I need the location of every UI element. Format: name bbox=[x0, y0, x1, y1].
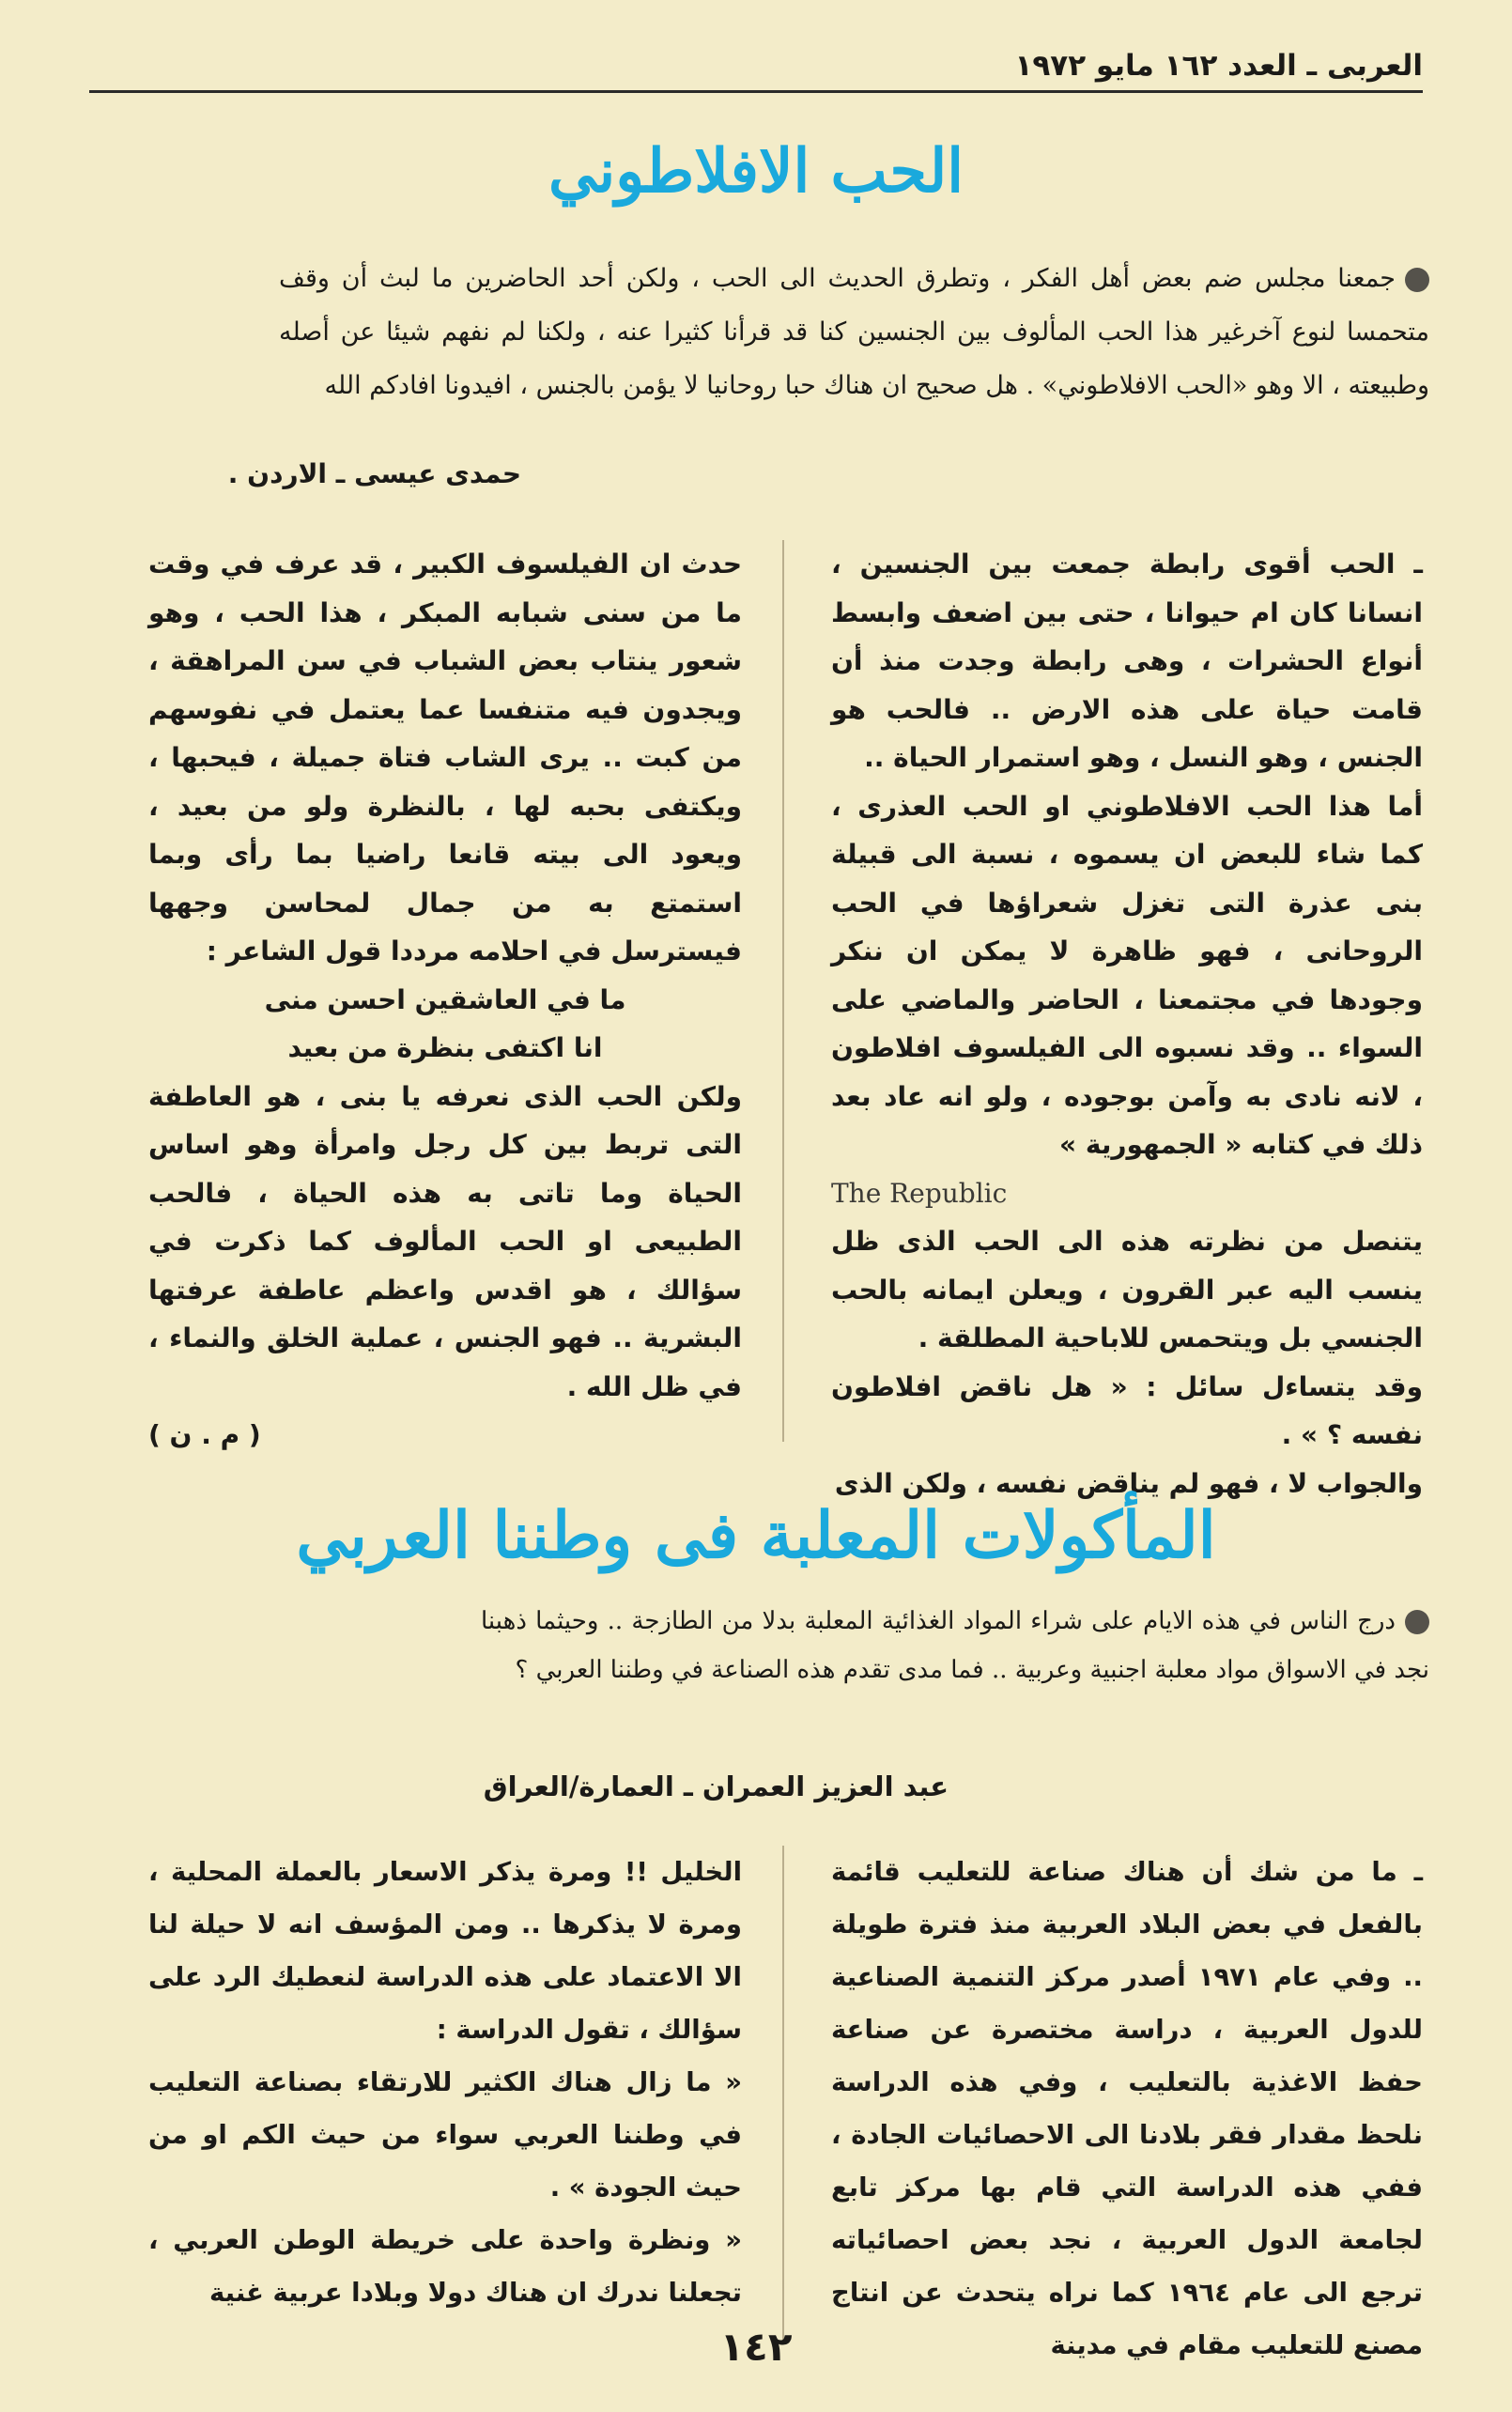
question-text: جمعنا مجلس ضم بعض أهل الفكر ، وتطرق الحديث الى الحب ، ولكن أحد الحاضرين ما لبث أن وقف متحمسا لنوع آخرغير هذا الحب المألوف بين الجنسين كنا قد قرأنا كثيرا عنه ، ولكنا لم نفهم شيئا عن أصله وطبيعته ، الا وهو «الحب الافلاطوني» . هل صحيح ان هناك حبا روحانيا لا يؤمن بالجنس ، افيدونا افادكم الله bbox=[279, 264, 1429, 400]
paragraph: حدث ان الفيلسوف الكبير ، قد عرف في وقت ما من سنى شبابه المبكر ، هذا الحب ، وهو شعور ينتاب بعض الشباب في سن المراهقة ، ويجدون فيه متنفسا عما يعتمل في نفوسهم من كبت .. يرى الشاب فتاة جميلة ، فيحبها ، ويكتفى بحبه لها ، بالنظرة ولو من بعيد ، ويعود الى بيته قانعا راضيا بما رأى وبما استمتع به من جمال لمحاسن وجهها فيسترسل في احلامه مرددا قول الشاعر : bbox=[148, 549, 742, 966]
question-signature-1: حمدى عيسى ـ الاردن . bbox=[227, 458, 521, 489]
answer-2-column-left bbox=[148, 1846, 742, 2319]
paragraph: ـ الحب أقوى رابطة جمعت بين الجنسين ، انسانا كان ام حيوانا ، حتى بين اضعف وابسط أنواع الحشرات ، وهى رابطة وجدت منذ أن قامت حياة على هذه الارض .. فالحب هو الجنس ، وهو النسل ، وهو استمرار الحياة .. bbox=[831, 549, 1423, 773]
author-initials: ( م . ن ) bbox=[148, 1419, 261, 1450]
bullet-dot-icon bbox=[1405, 268, 1429, 292]
paragraph: « ونظرة واحدة على خريطة الوطن العربي ، تجعلنا ندرك ان هناك دولا وبلادا عربية غنية bbox=[148, 2225, 742, 2308]
paragraph: ولكن الحب الذى نعرفه يا بنى ، هو العاطفة التى تربط بين كل رجل وامرأة وهو اساس الحياة وما تاتى به هذه الحياة ، فالحب الطبيعى او الحب المألوف كما ذكرت في سؤالك ، هو اقدس واعظم عاطفة عرفتها البشرية .. فهو الجنس ، عملية الخلق والنماء ، في ظل الله . bbox=[148, 1080, 742, 1402]
page-number: ١٤٢ bbox=[719, 2324, 793, 2370]
verse-line: انا اكتفى بنظرة من بعيد bbox=[287, 1032, 603, 1063]
column-divider bbox=[782, 540, 784, 1442]
paragraph: ـ ما من شك أن هناك صناعة للتعليب قائمة بالفعل في بعض البلاد العربية منذ فترة طويلة .. وفي عام ١٩٧١ أصدر مركز التنمية الصناعية للدول العربية ، دراسة مختصرة عن صناعة حفظ الاغذية بالتعليب ، وفي هذه الدراسة نلحظ مقدار فقر بلادنا الى الاحصائيات الجادة ، ففي هذه الدراسة التي قام بها مركز تابع لجامعة الدول العربية ، نجد بعض احصائياته ترجع الى عام ١٩٦٤ كما نراه يتحدث عن انتاج مصنع للتعليب مقام في مدينة bbox=[831, 1857, 1424, 2360]
paragraph: « ما زال هناك الكثير للارتقاء بصناعة التعليب في وطننا العربي سواء من حيث الكم او من حيث الجودة » . bbox=[148, 2067, 742, 2203]
bullet-dot-icon bbox=[1405, 1610, 1429, 1634]
paragraph: أما هذا الحب الافلاطوني او الحب العذرى ، كما شاء للبعض ان يسموه ، نسبة الى قبيلة بنى عذرة التى تغزل شعراؤها في الحب الروحانى ، فهو ظاهرة لا يمكن ان ننكر وجودها في مجتمعنا ، الحاضر والماضي على السواء .. وقد نسبوه الى الفيلسوف افلاطون ، لانه نادى به وآمن بوجوده ، ولو انه عاد بعد ذلك في كتابه « الجمهورية » bbox=[831, 790, 1423, 1160]
answer-2-column-right bbox=[831, 1846, 1423, 2372]
latin-term: The Republic bbox=[831, 1177, 1008, 1209]
verse-line: ما في العاشقين احسن منى bbox=[264, 983, 626, 1015]
paragraph: والجواب لا ، فهو لم يناقض نفسه ، ولكن الذى bbox=[834, 1467, 1423, 1499]
answer-1-column-right bbox=[831, 540, 1423, 1508]
reader-question-2 bbox=[481, 1597, 1429, 1694]
paragraph: يتنصل من نظرته هذه الى الحب الذى ظل ينسب اليه عبر القرون ، ويعلن ايمانه بالحب الجنسي بل ويتحمس للاباحية المطلقة . bbox=[831, 1226, 1423, 1353]
running-header: العربى ـ العدد ١٦٢ مايو ١٩٧٢ bbox=[89, 49, 1423, 93]
column-divider bbox=[782, 1846, 784, 2343]
article-title-canned-food: المأكولات المعلبة فى وطننا العربي bbox=[296, 1498, 1216, 1573]
paragraph: الخليل !! ومرة يذكر الاسعار بالعملة المحلية ، ومرة لا يذكرها .. ومن المؤسف انه لا حيلة لنا الا الاعتماد على هذه الدراسة لنعطيك الرد على سؤالك ، تقول الدراسة : bbox=[148, 1857, 742, 2045]
reader-question-1 bbox=[279, 252, 1429, 412]
question-text: درج الناس في هذه الايام على شراء المواد الغذائية المعلبة بدلا من الطازجة .. وحيثما ذهبنا نجد في الاسواق مواد معلبة اجنبية وعربية .. فما مدى تقدم هذه الصناعة في وطننا العربي ؟ bbox=[481, 1607, 1429, 1684]
answer-1-column-left bbox=[148, 540, 742, 1460]
question-signature-2: عبد العزيز العمران ـ العمارة/العراق bbox=[483, 1770, 949, 1802]
article-title-platonic-love: الحب الافلاطوني bbox=[548, 136, 964, 207]
paragraph: وقد يتساءل سائل : « هل ناقض افلاطون نفسه ؟ » . bbox=[831, 1370, 1423, 1450]
